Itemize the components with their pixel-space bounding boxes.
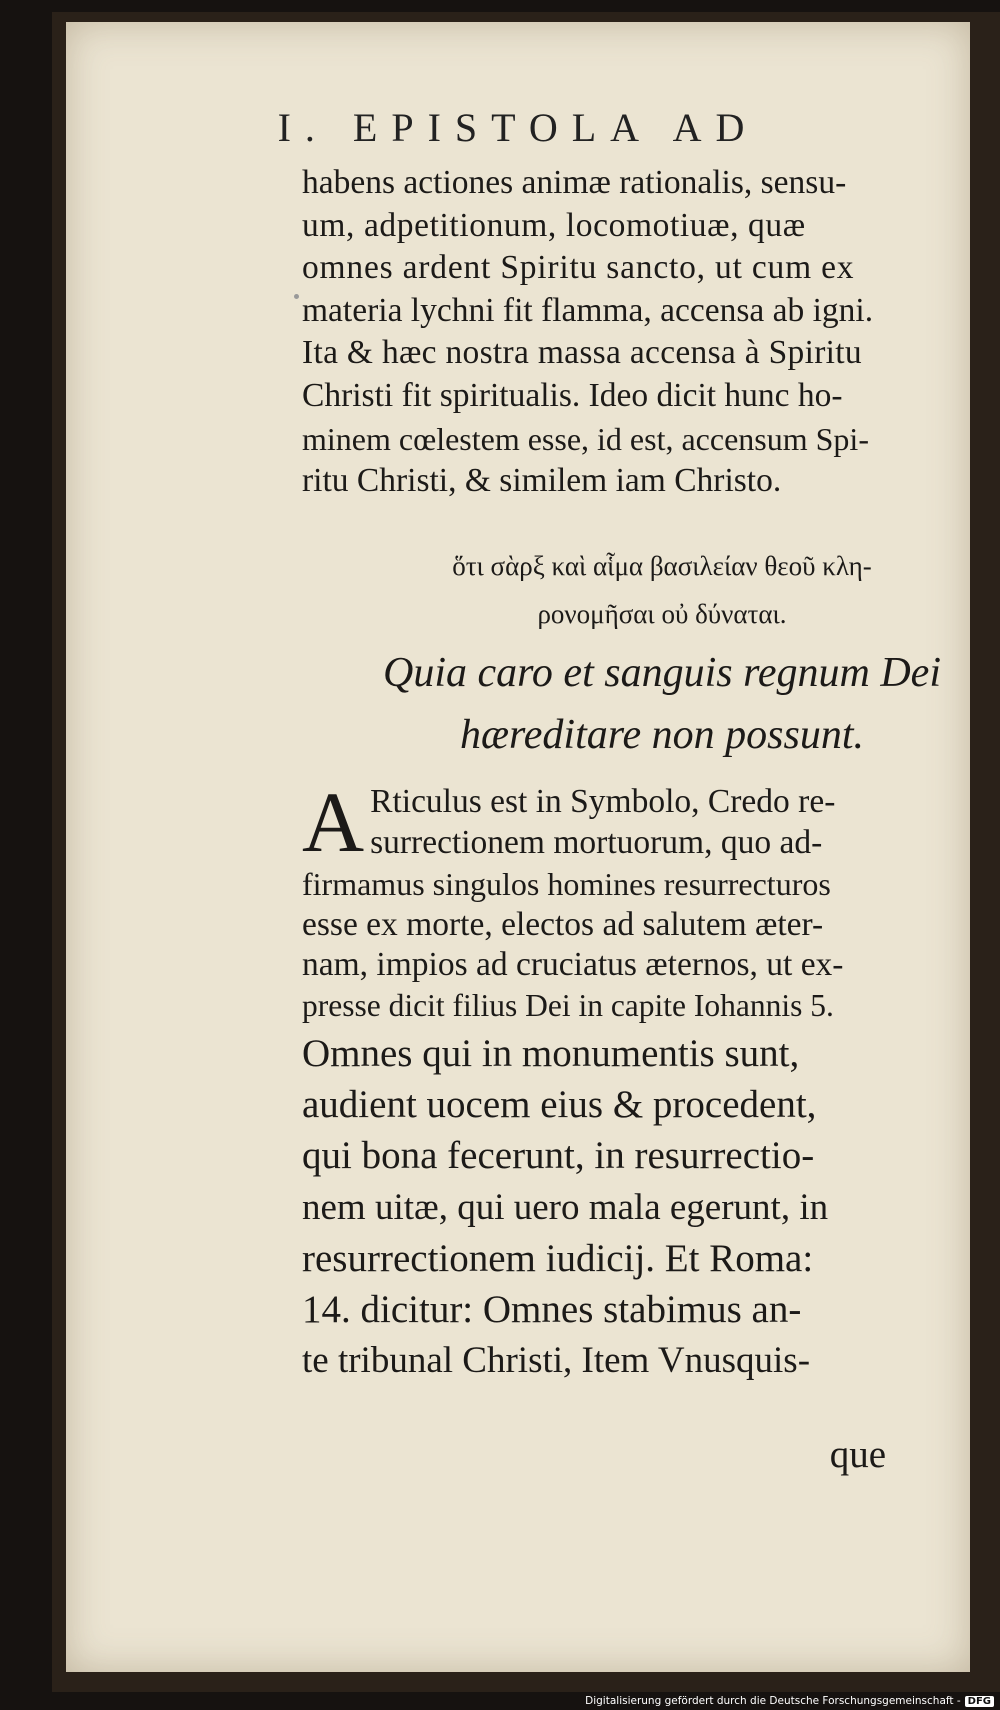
text-line: minem cœlestem esse, id est, accensum Spi-	[302, 420, 869, 457]
text-line: te tribunal Christi, Item Vnusquis-	[302, 1340, 811, 1382]
catchword: que	[829, 1433, 886, 1476]
latin-heading	[302, 642, 1000, 766]
text-line: um, adpetitionum, locomotiuæ, quæ	[302, 206, 806, 244]
text-line: resurrectionem iudicij. Et Roma:	[302, 1236, 814, 1280]
paragraph-1	[302, 162, 1000, 503]
paragraph-3	[302, 1028, 1000, 1386]
footer-credit: Digitalisierung gefördert durch die Deutsche Forschungsgemeinschaft -	[585, 1695, 961, 1707]
text-line: Christi fit spiritualis. Ideo dicit hunc ho-	[302, 376, 843, 414]
text-line: surrectionem mortuorum, quo ad-	[370, 823, 823, 861]
heading-line: hæreditare non possunt.	[459, 712, 865, 758]
ink-speck	[294, 294, 299, 299]
text-line: Ita & hæc nostra massa accensa à Spiritu	[302, 334, 862, 372]
text-line: audient uocem eius & procedent,	[302, 1083, 817, 1127]
text-line: ritu Christi, & similem iam Christo.	[302, 462, 782, 500]
text-line: 14. dicitur: Omnes stabimus an-	[302, 1287, 802, 1331]
paragraph-2	[302, 774, 1000, 1026]
greek-verse	[302, 542, 1000, 638]
running-header: I. EPISTOLA AD	[277, 105, 759, 150]
text-line: nem uitæ, qui uero mala egerunt, in	[302, 1186, 829, 1228]
digitization-footer	[585, 1695, 994, 1707]
text-line: Rticulus est in Symbolo, Credo re-	[370, 783, 836, 820]
text-line: qui bona fecerunt, in resurrectio-	[302, 1134, 815, 1178]
greek-line: ρονομῆσαι οὐ δύναται.	[537, 599, 787, 629]
book-page	[66, 22, 970, 1672]
heading-line: Quia caro et sanguis regnum Dei	[383, 650, 941, 696]
greek-line: ὅτι σὰρξ καὶ αἷμα βασιλείαν θεοῦ κλη-	[452, 551, 872, 581]
text-line: nam, impios ad cruciatus æternos, ut ex-	[302, 946, 844, 983]
text-line: habens actiones animæ rationalis, sensu-	[302, 164, 847, 201]
text-line: materia lychni fit flamma, accensa ab igni.	[302, 291, 874, 329]
text-line: omnes ardent Spiritu sancto, ut cum ex	[302, 249, 855, 287]
dfg-logo-icon: DFG	[965, 1696, 994, 1707]
text-line: firmamus singulos homines resurrecturos	[302, 866, 831, 902]
text-line: esse ex morte, electos ad salutem æter-	[302, 905, 824, 943]
drop-cap: A	[302, 774, 365, 870]
text-line: presse dicit filius Dei in capite Iohannis 5.	[302, 987, 834, 1023]
text-line: Omnes qui in monumentis sunt,	[302, 1032, 800, 1075]
